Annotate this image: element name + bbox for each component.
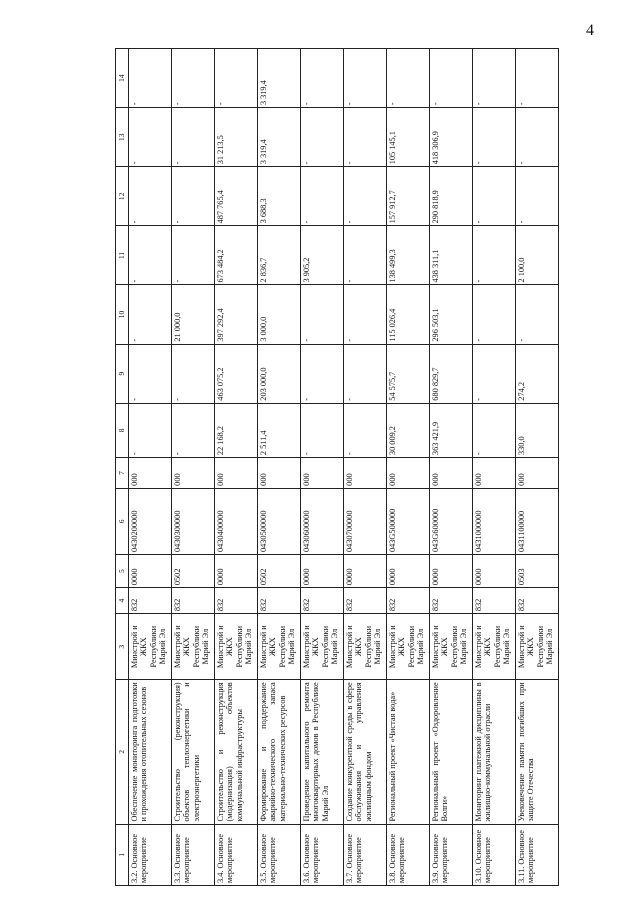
value-cell: - <box>516 108 559 167</box>
value-cell: - <box>344 49 387 108</box>
value-cell: 3 688,3 <box>258 167 301 226</box>
value-cell: - <box>301 285 344 344</box>
value-cell: - <box>473 49 516 108</box>
code-cell: 832 <box>516 588 559 614</box>
column-header: 6 <box>116 488 129 554</box>
value-cell: - <box>129 49 172 108</box>
value-cell: 274,2 <box>516 344 559 403</box>
target-article-cell: 043G600000 <box>430 488 473 554</box>
measure-number-cell: 3.2. Основное мероприятие <box>129 824 172 885</box>
expense-type-cell: 000 <box>172 458 215 489</box>
section-cell: 0000 <box>387 555 430 588</box>
table-body <box>129 49 559 886</box>
value-cell: 290 818,9 <box>430 167 473 226</box>
code-cell: 832 <box>258 588 301 614</box>
value-cell: 21 000,0 <box>172 285 215 344</box>
target-article-cell: 0430400000 <box>215 488 258 554</box>
value-cell: 438 311,1 <box>430 226 473 285</box>
table-row <box>258 49 301 886</box>
value-cell: - <box>301 108 344 167</box>
measure-name-cell: Обеспечение мониторинга подготовки и прохождения отопительных сезонов <box>129 680 172 824</box>
measure-name-cell: Строительство и реконструкция (модернизация) объектов коммунальной инфраструктуры <box>215 680 258 824</box>
measure-number-cell: 3.9. Основное мероприятие <box>430 824 473 885</box>
value-cell: - <box>473 108 516 167</box>
value-cell: - <box>172 108 215 167</box>
executor-cell: Минстрой и ЖКХ Республики Марий Эл <box>430 614 473 680</box>
value-cell: 363 421,9 <box>430 403 473 457</box>
expense-type-cell: 000 <box>430 458 473 489</box>
measure-number-cell: 3.6. Основное мероприятие <box>301 824 344 885</box>
value-cell: - <box>129 403 172 457</box>
expense-type-cell: 000 <box>129 458 172 489</box>
expense-type-cell: 000 <box>344 458 387 489</box>
expense-type-cell: 000 <box>516 458 559 489</box>
column-header: 14 <box>116 49 129 108</box>
value-cell: 673 484,2 <box>215 226 258 285</box>
column-header: 8 <box>116 403 129 457</box>
column-header: 5 <box>116 555 129 588</box>
value-cell: 2 836,7 <box>258 226 301 285</box>
value-cell: - <box>473 344 516 403</box>
measure-number-cell: 3.11. Основное мероприятие <box>516 824 559 885</box>
value-cell: - <box>129 344 172 403</box>
value-cell: - <box>344 344 387 403</box>
executor-cell: Минстрой и ЖКХ Республики Марий Эл <box>387 614 430 680</box>
executor-cell: Минстрой и ЖКХ Республики Марий Эл <box>129 614 172 680</box>
section-cell: 0000 <box>344 555 387 588</box>
measure-name-cell: Строительство (реконструкция) объектов теплоэнергетики и электроэнергетики <box>172 680 215 824</box>
value-cell: - <box>129 167 172 226</box>
table-row <box>215 49 258 886</box>
executor-cell: Минстрой и ЖКХ Республики Марий Эл <box>344 614 387 680</box>
value-cell: - <box>301 344 344 403</box>
value-cell: - <box>129 226 172 285</box>
header-row <box>116 49 129 886</box>
value-cell: - <box>344 285 387 344</box>
measure-number-cell: 3.4. Основное мероприятие <box>215 824 258 885</box>
column-header: 3 <box>116 614 129 680</box>
target-article-cell: 0430600000 <box>301 488 344 554</box>
measure-number-cell: 3.5. Основное мероприятие <box>258 824 301 885</box>
section-cell: 0000 <box>215 555 258 588</box>
table-row <box>473 49 516 886</box>
column-header: 11 <box>116 226 129 285</box>
value-cell: - <box>215 49 258 108</box>
measure-number-cell: 3.8. Основное мероприятие <box>387 824 430 885</box>
value-cell: 397 292,4 <box>215 285 258 344</box>
executor-cell: Минстрой и ЖКХ Республики Марий Эл <box>473 614 516 680</box>
measure-name-cell: Региональный проект «Оздоровление Волги» <box>430 680 473 824</box>
expense-type-cell: 000 <box>301 458 344 489</box>
table-row <box>301 49 344 886</box>
value-cell: - <box>172 226 215 285</box>
measure-name-cell: Региональный проект «Чистая вода» <box>387 680 430 824</box>
target-article-cell: 0431000000 <box>473 488 516 554</box>
table-row <box>387 49 430 886</box>
measure-name-cell: Проведение капитального ремонта многоквартирных домов в Республике Марий Эл <box>301 680 344 824</box>
measure-name-cell: Увековечение памяти погибших при защите Отечества <box>516 680 559 824</box>
value-cell: 105 145,1 <box>387 108 430 167</box>
value-cell: - <box>129 285 172 344</box>
section-cell: 0502 <box>172 555 215 588</box>
value-cell: 463 075,2 <box>215 344 258 403</box>
column-header: 12 <box>116 167 129 226</box>
value-cell: 54 575,7 <box>387 344 430 403</box>
expense-type-cell: 000 <box>473 458 516 489</box>
value-cell: - <box>516 49 559 108</box>
value-cell: - <box>430 49 473 108</box>
value-cell: - <box>301 403 344 457</box>
executor-cell: Минстрой и ЖКХ Республики Марий Эл <box>172 614 215 680</box>
value-cell: 115 026,4 <box>387 285 430 344</box>
code-cell: 832 <box>301 588 344 614</box>
value-cell: - <box>301 49 344 108</box>
executor-cell: Минстрой и ЖКХ Республики Марий Эл <box>215 614 258 680</box>
value-cell: - <box>473 226 516 285</box>
value-cell: - <box>387 49 430 108</box>
value-cell: 3 319,4 <box>258 108 301 167</box>
value-cell: - <box>473 285 516 344</box>
section-cell: 0000 <box>129 555 172 588</box>
value-cell: - <box>172 344 215 403</box>
value-cell: - <box>473 167 516 226</box>
value-cell: 3 319,4 <box>258 49 301 108</box>
table-region <box>115 48 554 886</box>
rotated-table-container <box>115 48 554 886</box>
page-number: 4 <box>586 22 594 39</box>
value-cell: 418 306,9 <box>430 108 473 167</box>
value-cell: 22 168,2 <box>215 403 258 457</box>
section-cell: 0503 <box>516 555 559 588</box>
value-cell: - <box>301 167 344 226</box>
table-row <box>129 49 172 886</box>
code-cell: 832 <box>172 588 215 614</box>
value-cell: - <box>344 167 387 226</box>
measure-number-cell: 3.7. Основное мероприятие <box>344 824 387 885</box>
section-cell: 0000 <box>430 555 473 588</box>
value-cell: 3 000,0 <box>258 285 301 344</box>
value-cell: 31 213,5 <box>215 108 258 167</box>
column-header: 13 <box>116 108 129 167</box>
code-cell: 832 <box>387 588 430 614</box>
value-cell: - <box>344 403 387 457</box>
target-article-cell: 0430300000 <box>172 488 215 554</box>
value-cell: 138 499,3 <box>387 226 430 285</box>
value-cell: 680 829,7 <box>430 344 473 403</box>
column-header: 7 <box>116 458 129 489</box>
value-cell: 203 000,0 <box>258 344 301 403</box>
section-cell: 0000 <box>473 555 516 588</box>
value-cell: 2 511,4 <box>258 403 301 457</box>
column-header: 4 <box>116 588 129 614</box>
code-cell: 832 <box>430 588 473 614</box>
target-article-cell: 0430700000 <box>344 488 387 554</box>
value-cell: 2 100,0 <box>516 226 559 285</box>
table-row <box>172 49 215 886</box>
column-header: 10 <box>116 285 129 344</box>
code-cell: 832 <box>215 588 258 614</box>
column-header: 9 <box>116 344 129 403</box>
table-row <box>516 49 559 886</box>
column-header: 1 <box>116 824 129 885</box>
table-row <box>430 49 473 886</box>
expense-type-cell: 000 <box>387 458 430 489</box>
code-cell: 832 <box>129 588 172 614</box>
value-cell: - <box>172 167 215 226</box>
value-cell: 3 905,2 <box>301 226 344 285</box>
code-cell: 832 <box>473 588 516 614</box>
executor-cell: Минстрой и ЖКХ Республики Марий Эл <box>258 614 301 680</box>
budget-table <box>115 48 559 886</box>
value-cell: - <box>172 403 215 457</box>
measure-name-cell: Создание конкурентной среды в сфере обслуживания и управления жилищным фондом <box>344 680 387 824</box>
value-cell: - <box>172 49 215 108</box>
expense-type-cell: 000 <box>215 458 258 489</box>
measure-number-cell: 3.3. Основное мероприятие <box>172 824 215 885</box>
value-cell: - <box>473 403 516 457</box>
target-article-cell: 0430200000 <box>129 488 172 554</box>
expense-type-cell: 000 <box>258 458 301 489</box>
value-cell: 330,0 <box>516 403 559 457</box>
table-row <box>344 49 387 886</box>
value-cell: 157 912,7 <box>387 167 430 226</box>
target-article-cell: 0430500000 <box>258 488 301 554</box>
section-cell: 0502 <box>258 555 301 588</box>
value-cell: 30 009,2 <box>387 403 430 457</box>
target-article-cell: 0431100000 <box>516 488 559 554</box>
value-cell: - <box>344 108 387 167</box>
executor-cell: Минстрой и ЖКХ Республики Марий Эл <box>301 614 344 680</box>
value-cell: - <box>344 226 387 285</box>
value-cell: - <box>516 285 559 344</box>
executor-cell: Минстрой и ЖКХ Республики Марий Эл <box>516 614 559 680</box>
target-article-cell: 043G500000 <box>387 488 430 554</box>
measure-name-cell: Мониторинг платежной дисциплины в жилищно-коммунальной отрасли <box>473 680 516 824</box>
value-cell: - <box>129 108 172 167</box>
value-cell: - <box>516 167 559 226</box>
section-cell: 0000 <box>301 555 344 588</box>
value-cell: 487 765,4 <box>215 167 258 226</box>
column-header: 2 <box>116 680 129 824</box>
code-cell: 832 <box>344 588 387 614</box>
value-cell: 296 503,1 <box>430 285 473 344</box>
measure-name-cell: Формирование и поддержание аварийно-технического запаса материально-технических ресурсов <box>258 680 301 824</box>
measure-number-cell: 3.10. Основное мероприятие <box>473 824 516 885</box>
